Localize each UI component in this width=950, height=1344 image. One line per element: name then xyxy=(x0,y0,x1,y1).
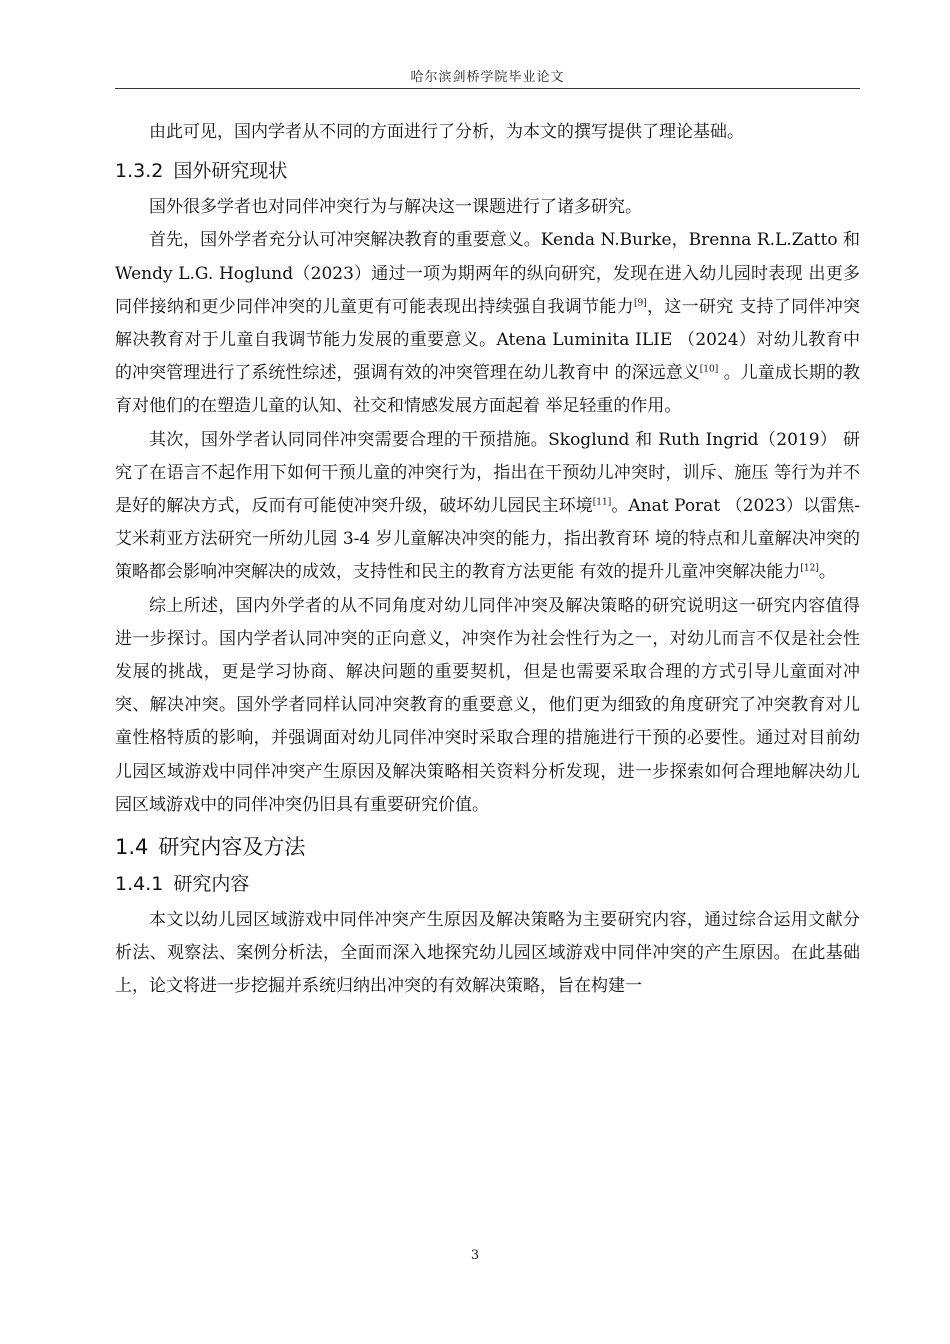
section-number: 1.4 xyxy=(115,835,149,860)
paragraph-summary: 综上所述，国内外学者的从不同角度对幼儿同伴冲突及解决策略的研究说明这一研究内容值得进一步探讨。国内学者认同冲突的正向意义，冲突作为社会性行为之一，对幼儿而言不仅是社会性发展的挑战，更是学习协商、解决问题的重要契机，但是也需要采取合理的方式引导儿童面对冲突、解决冲突。国外学者同样认同冲突教育的重要意义，他们更为细致的角度研究了冲突教育对儿童性格特质的影响，并强调面对幼儿同伴冲突时采取合理的措施进行干预的必要性。通过对目前幼儿园区域游戏中同伴冲突产生原因及解决策略相关资料分析发现，进一步探索如何合理地解决幼儿园区域游戏中的同伴冲突仍旧具有重要研究价值。 xyxy=(115,595,860,815)
paragraph-text: 其次，国外学者认同同伴冲突需要合理的干预措施。Skoglund 和 Ruth Ingrid（2019） 研究了在语言不起作用下如何干预儿童的冲突行为，指出在干预幼儿冲突时，训斥、施压 等行为并不是好的解决方式，反而有可能使冲突升级，破坏幼儿园民主环境 xyxy=(115,429,860,517)
paragraph-summary-domestic: 由此可见，国内学者从不同的方面进行了分析，为本文的撰写提供了理论基础。 xyxy=(149,122,744,142)
citation-ref-11: [11] xyxy=(592,497,612,508)
citation-ref-12: [12] xyxy=(800,563,819,574)
section-number: 1.4.1 xyxy=(115,873,164,896)
paragraph-text: 。Anat Porat （2023）以雷焦-艾米莉亚方法研究一所幼儿园 3-4 岁儿童解决冲突的能力，指出教育环 境的特点和儿童解决冲突的策略都会影响冲突解决的成效，支持性和民主的教育方法更能 有效的提升儿童冲突解决能力 xyxy=(115,496,861,583)
paragraph-text: 首先，国外学者充分认可冲突解决教育的重要意义。Kenda N.Burke，Brenna R.L.Zatto 和 Wendy L.G. Hoglund（2023）通过一项为期两年的纵向研究，发现在进入幼儿园时表现 出更多同伴接纳和更少同伴冲突的儿童更有可能表现出持续强自我调节能力 xyxy=(115,230,860,317)
section-title: 国外研究现状 xyxy=(173,160,288,183)
paragraph-intro-foreign: 国外很多学者也对同伴冲突行为与解决这一课题进行了诸多研究。 xyxy=(149,197,642,218)
paragraph-text: ，这一研究 支持了同伴冲突解决教育对于儿童自我调节能力发展的重要意义。Atena Luminita ILIE （2024）对幼儿教育中的冲突管理进行了系统性综述，强调有效的冲突管理在幼儿教育中 的深远意义 xyxy=(115,296,861,384)
page-number: 3 xyxy=(470,1248,480,1263)
section-title: 研究内容 xyxy=(173,873,250,896)
paragraph-text: 。儿童成长期的教育对他们的在塑造儿童的认知、社交和情感发展方面起着 举足轻重的作用。 xyxy=(115,363,861,417)
citation-ref-10: [10] xyxy=(699,364,719,375)
header-rule xyxy=(115,88,860,89)
paragraph-first-point xyxy=(115,224,860,423)
section-number: 1.3.2 xyxy=(115,160,164,183)
citation-ref-9: [9] xyxy=(633,298,647,309)
paragraph-research-content: 本文以幼儿园区域游戏中同伴冲突产生原因及解决策略为主要研究内容，通过综合运用文献分析法、观察法、案例分析法，全面而深入地探究幼儿园区域游戏中同伴冲突的产生原因。在此基础上，论文将进一步挖掘并系统归纳出冲突的有效解决策略，旨在构建一 xyxy=(115,910,860,997)
section-heading-1-4 xyxy=(115,832,860,862)
paragraph-second-point xyxy=(115,424,860,590)
page-body xyxy=(115,116,860,1004)
section-title: 研究内容及方法 xyxy=(158,835,306,860)
section-heading-1-4-1 xyxy=(115,870,860,898)
running-header: 哈尔滨剑桥学院毕业论文 xyxy=(410,70,565,85)
paragraph-text: 。 xyxy=(818,562,836,583)
section-heading-1-3-2 xyxy=(115,157,860,185)
